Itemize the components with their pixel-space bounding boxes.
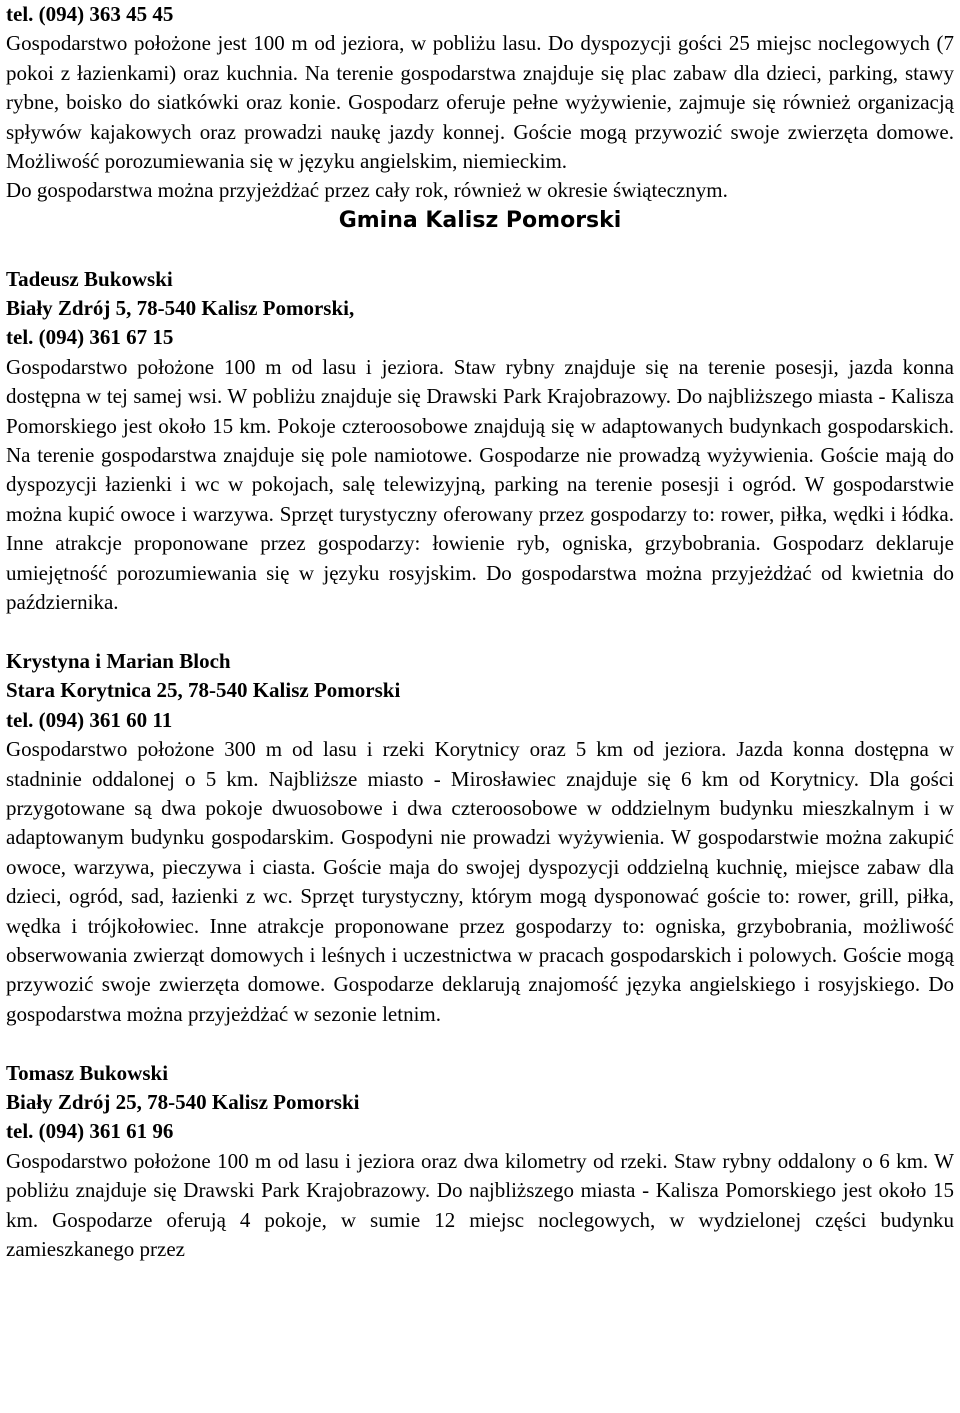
listing-entry bbox=[6, 265, 954, 618]
host-name: Tomasz Bukowski bbox=[6, 1060, 169, 1085]
listing-description: Gospodarstwo położone 100 m od lasu i jeziora. Staw rybny znajduje się na terenie posesji, jazda konna dostępna w tej samej wsi. W pobliżu znajduje się Drawski Park Krajobrazowy. Do najbliższego miasta - Kalisza Pomorskiego jest około 15 km. Pokoje czteroosobowe znajdują się w adaptowanych budynkach gospodarskich. Na terenie gospodarstwa znajduje się pole namiotowe. Gospodarze nie prowadzą wyżywienia. Goście mają do dyspozycji łazienki i wc w pokojach, salę telewizyjną, parking na terenie posesji i ogród. W gospodarstwie można kupić owoce i warzywa. Sprzęt turystyczny oferowany przez gospodarzy to: rower, piłka, wędki i łódka. Inne atrakcje proponowane przez gospodarzy: łowienie ryb, ogniska, grzybobrania. Gospodarz deklaruje umiejętność porozumiewania się w języku rosyjskim. Do gospodarstwa można przyjeżdżać od kwietnia do października. bbox=[6, 354, 954, 615]
host-address: Stara Korytnica 25, 78-540 Kalisz Pomorski bbox=[6, 678, 401, 703]
phone-number: tel. (094) 361 61 96 bbox=[6, 1119, 174, 1144]
spacer bbox=[6, 1029, 954, 1058]
phone-number: tel. (094) 361 60 11 bbox=[6, 707, 173, 732]
host-name: Tadeusz Bukowski bbox=[6, 266, 173, 291]
host-address: Biały Zdrój 25, 78-540 Kalisz Pomorski bbox=[6, 1089, 360, 1114]
listing-entry bbox=[6, 0, 954, 206]
document-page bbox=[6, 0, 954, 1264]
phone-number: tel. (094) 361 67 15 bbox=[6, 325, 174, 350]
host-address: Biały Zdrój 5, 78-540 Kalisz Pomorski, bbox=[6, 296, 355, 321]
listing-description: Gospodarstwo położone jest 100 m od jeziora, w pobliżu lasu. Do dyspozycji gości 25 miejsc noclegowych (7 pokoi z łazienkami) oraz kuchnia. Na terenie gospodarstwa znajduje się plac zabaw dla dzieci, parking, stawy rybne, boisko do siatkówki oraz konie. Gospodarz oferuje pełne wyżywienie, zajmuje się również organizacją spływów kajakowych oraz prowadzi naukę jazdy konnej. Goście mogą przywozić swoje zwierzęta domowe. Możliwość porozumiewania się w języku angielskim, niemieckim. bbox=[6, 31, 954, 174]
listing-note: Do gospodarstwa można przyjeżdżać przez cały rok, również w okresie świątecznym. bbox=[6, 178, 728, 203]
spacer bbox=[6, 618, 954, 647]
listing-entry bbox=[6, 1059, 954, 1265]
spacer bbox=[6, 235, 954, 264]
section-title: Gmina Kalisz Pomorski bbox=[338, 207, 622, 233]
listing-description: Gospodarstwo położone 300 m od lasu i rzeki Korytnicy oraz 5 km od jeziora. Jazda konna dostępna w stadninie oddalonej o 5 km. Najbliższe miasto - Mirosławiec znajduje się 6 km od Korytnicy. Dla gości przygotowane są dwa pokoje dwuosobowe i dwa czteroosobowe w oddzielnym budynku mieszkalnym i w adaptowanym budynku gospodarskim. Gospodyni nie prowadzi wyżywienia. W gospodarstwie można zakupić owoce, warzywa, pieczywa i ciasta. Goście maja do swojej dyspozycji oddzielną kuchnię, miejsce zabaw dla dzieci, ogród, sad, łazienki z wc. Sprzęt turystyczny, którym mogą dysponować goście to: rower, grill, piłka, wędka i trójkołowiec. Inne atrakcje proponowane przez gospodarzy to: ogniska, grzybobrania, możliwość obserwowania zwierząt domowych i leśnych i uczestnictwa w pracach gospodarskich i polowych. Goście mogą przywozić swoje zwierzęta domowe. Gospodarze deklarują znajomość języka angielskiego i rosyjskiego. Do gospodarstwa można przyjeżdżać w sezonie letnim. bbox=[6, 737, 954, 1026]
listing-entry bbox=[6, 647, 954, 1029]
phone-number: tel. (094) 363 45 45 bbox=[6, 2, 174, 26]
host-name: Krystyna i Marian Bloch bbox=[6, 648, 231, 673]
listing-description: Gospodarstwo położone 100 m od lasu i jeziora oraz dwa kilometry od rzeki. Staw rybny oddalony o 6 km. W pobliżu znajduje się Drawski Park Krajobrazowy. Do najbliższego miasta - Kalisza Pomorskiego jest około 15 km. Gospodarze oferują 4 pokoje, w sumie 12 miejsc noclegowych, w wydzielonej części budynku zamieszkanego przez bbox=[6, 1148, 954, 1262]
